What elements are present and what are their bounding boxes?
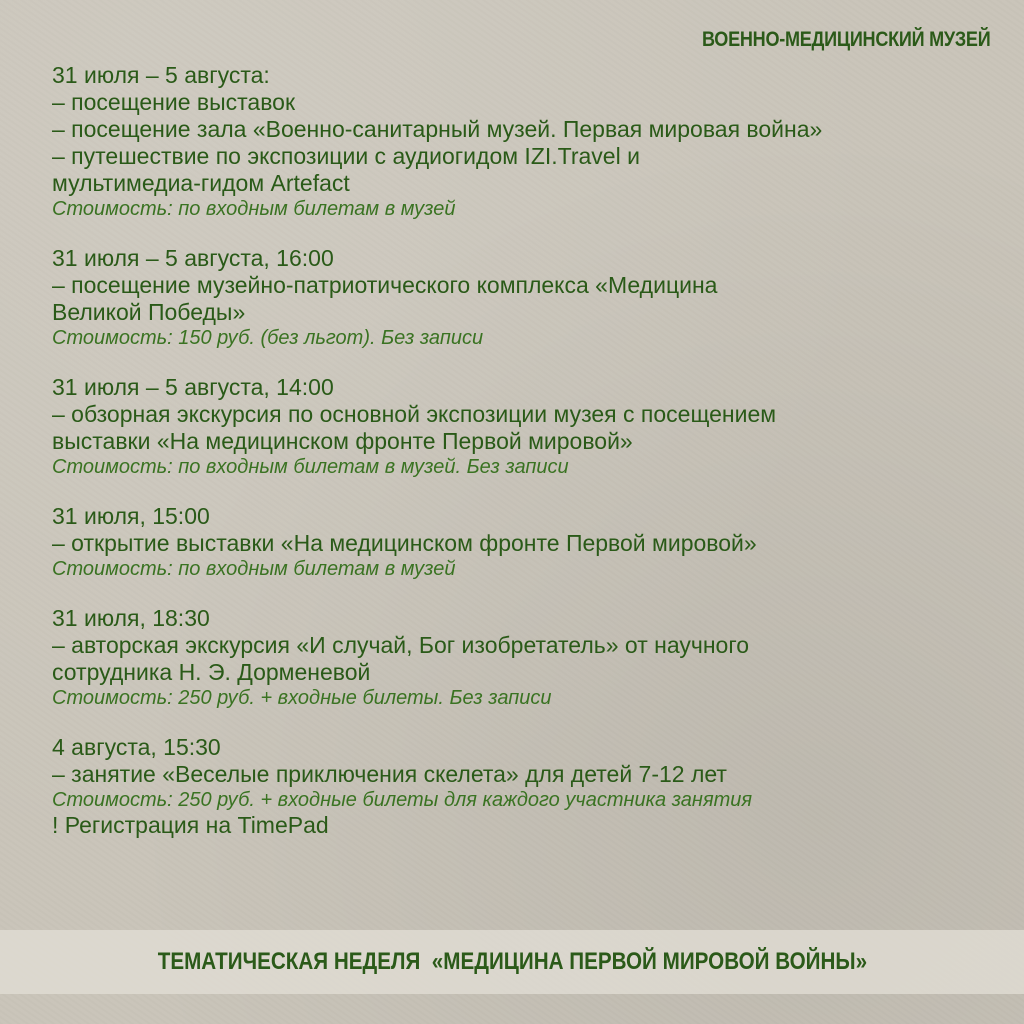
footer-banner	[0, 930, 1024, 994]
event-date: 31 июля, 18:30	[52, 605, 210, 631]
event-date: 31 июля – 5 августа, 14:00	[52, 374, 334, 400]
event-cost: Стоимость: по входным билетам в музей. Без записи	[52, 456, 569, 478]
event-cost: Стоимость: по входным билетам в музей	[52, 198, 456, 220]
event-cost: Стоимость: 250 руб. + входные билеты для каждого участника занятия	[52, 789, 753, 811]
museum-title: ВОЕННО-МЕДИЦИНСКИЙ МУЗЕЙ	[701, 28, 990, 51]
event-item	[52, 62, 982, 221]
event-line: – путешествие по экспозиции с аудиогидом IZI.Travel и	[52, 143, 640, 169]
event-line: – открытие выставки «На медицинском фронте Первой мировой»	[52, 530, 757, 556]
event-cost: Стоимость: 250 руб. + входные билеты. Без записи	[52, 687, 552, 709]
event-date: 31 июля, 15:00	[52, 503, 210, 529]
event-line: мультимедиа-гидом Artefact	[52, 170, 350, 196]
event-item	[52, 245, 982, 350]
event-date: 4 августа, 15:30	[52, 734, 221, 760]
event-line: – посещение выставок	[52, 89, 296, 115]
event-list	[52, 62, 982, 863]
event-line: Великой Победы»	[52, 299, 246, 325]
registration-note: ! Регистрация на TimePad	[52, 812, 329, 838]
event-cost: Стоимость: по входным билетам в музей	[52, 558, 456, 580]
event-cost: Стоимость: 150 руб. (без льгот). Без записи	[52, 327, 484, 349]
event-line: – посещение зала «Военно-санитарный музей. Первая мировая война»	[52, 116, 823, 142]
event-item	[52, 605, 982, 710]
event-line: сотрудника Н. Э. Дорменевой	[52, 659, 371, 685]
event-line: выставки «На медицинском фронте Первой мировой»	[52, 428, 633, 454]
event-item	[52, 734, 982, 839]
event-line: – занятие «Веселые приключения скелета» для детей 7-12 лет	[52, 761, 727, 787]
event-line: – обзорная экскурсия по основной экспозиции музея с посещением	[52, 401, 777, 427]
event-date: 31 июля – 5 августа, 16:00	[52, 245, 334, 271]
event-line: – авторская экскурсия «И случай, Бог изобретатель» от научного	[52, 632, 750, 658]
footer-title: ТЕМАТИЧЕСКАЯ НЕДЕЛЯ «МЕДИЦИНА ПЕРВОЙ МИРОВОЙ ВОЙНЫ»	[157, 948, 867, 975]
event-item	[52, 503, 982, 581]
event-item	[52, 374, 982, 479]
event-date: 31 июля – 5 августа:	[52, 62, 270, 88]
event-line: – посещение музейно-патриотического комплекса «Медицина	[52, 272, 718, 298]
